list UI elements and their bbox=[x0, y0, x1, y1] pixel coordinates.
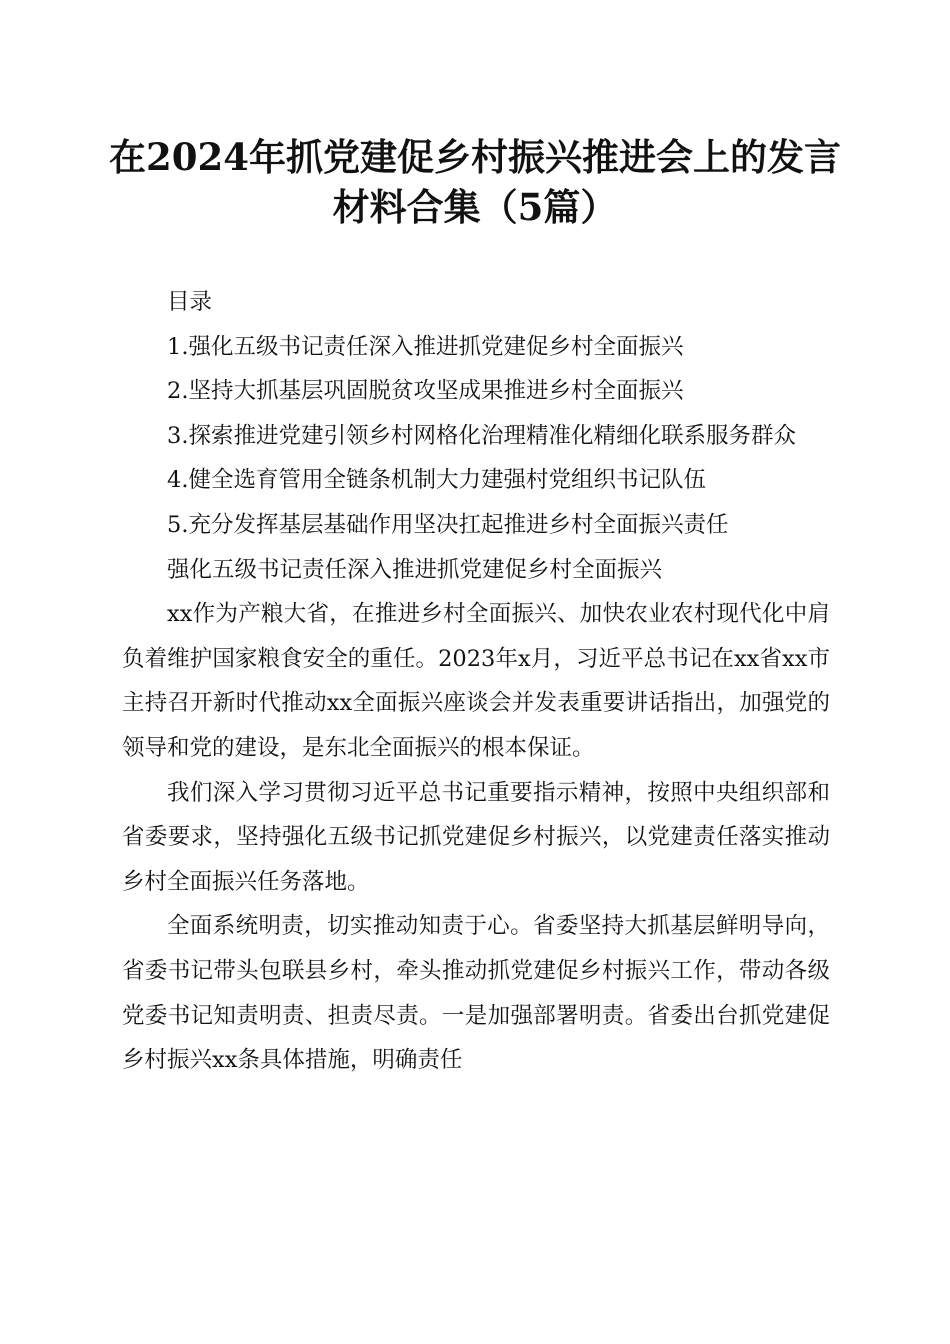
toc-item-3: 3.探索推进党建引领乡村网格化治理精准化精细化联系服务群众 bbox=[167, 422, 796, 449]
toc-heading: 目录 bbox=[167, 289, 213, 315]
toc-item-4: 4.健全选育管用全链条机制大力建强村党组织书记队伍 bbox=[167, 467, 706, 494]
document-body bbox=[122, 280, 830, 1083]
toc-item-5: 5.充分发挥基层基础作用坚决扛起推进乡村全面振兴责任 bbox=[167, 511, 729, 538]
title-line-2: 材料合集（5篇） bbox=[332, 185, 618, 229]
toc-item-1: 1.强化五级书记责任深入推进抓党建促乡村全面振兴 bbox=[167, 333, 684, 360]
title-line-1: 在2024年抓党建促乡村振兴推进会上的发言 bbox=[109, 135, 841, 179]
toc-item-2: 2.坚持大抓基层巩固脱贫攻坚成果推进乡村全面振兴 bbox=[167, 378, 684, 405]
body-paragraph-3: 全面系统明责，切实推动知责于心。省委坚持大抓基层鲜明导向，省委书记带头包联县乡村，牵头推动抓党建促乡村振兴工作，带动各级党委书记知责明责、担责尽责。一是加强部署明责。省委出台抓党建促乡村振兴xx条具体措施，明确责任 bbox=[122, 913, 830, 1074]
section-heading: 强化五级书记责任深入推进抓党建促乡村全面振兴 bbox=[167, 556, 663, 583]
document-title bbox=[100, 132, 850, 232]
body-paragraph-1: xx作为产粮大省，在推进乡村全面振兴、加快农业农村现代化中肩负着维护国家粮食安全的重任。2023年x月，习近平总书记在xx省xx市主持召开新时代推动xx全面振兴座谈会并发表重要讲话指出，加强党的领导和党的建设，是东北全面振兴的根本保证。 bbox=[122, 601, 830, 761]
body-paragraph-2: 我们深入学习贯彻习近平总书记重要指示精神，按照中央组织部和省委要求，坚持强化五级书记抓党建促乡村振兴，以党建责任落实推动乡村全面振兴任务落地。 bbox=[122, 779, 830, 895]
